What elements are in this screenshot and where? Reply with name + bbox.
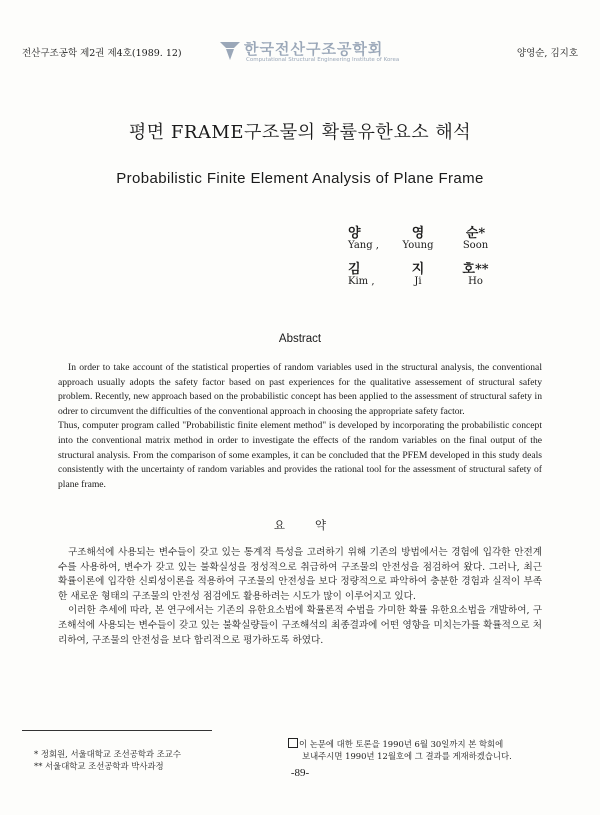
author-2-roman-part1: Kim , — [348, 276, 375, 287]
author-2-korean-part2: 지 — [411, 262, 425, 277]
affiliation-2: ** 서울대학교 조선공학과 박사과정 — [34, 761, 164, 771]
abstract-heading: Abstract — [278, 333, 322, 345]
author-2-roman-part3: Ho — [468, 276, 483, 287]
korean-summary-paragraph-1: 구조해석에 사용되는 변수들이 갖고 있는 통계적 특성을 고려하기 위해 기존의 방법에서는 경험에 입각한 안전계수를 사용하여, 변수가 갖고 있는 불확실성을 정성적으로 취급하여 구조물의 안전성을 점검하여 왔다. 그러나, 최근 확률이론에 입각한 신뢰성이론을 적용하여 구조물의 안전성을 보다 정량적으로 파악하여 충분한 경험과 실적이 부족한 새로운 형태의 구조물의 안전성 점검에도 활용하려는 시도가 많이 이루어지고 있다. — [58, 547, 542, 602]
discussion-notice-line-2: 보내주시면 1990년 12월호에 그 결과를 게재하겠습니다. — [302, 751, 512, 761]
footnote-divider — [22, 730, 212, 731]
author-block — [348, 222, 498, 294]
affiliation-1: * 정회원, 서울대학교 조선공학과 조교수 — [34, 749, 181, 759]
discussion-notice — [288, 738, 570, 762]
page-number: -89- — [290, 767, 310, 779]
checkbox-square-icon — [288, 738, 298, 748]
author-1-roman-part3: Soon — [462, 240, 489, 251]
korean-summary-heading: 요약 — [273, 518, 357, 532]
author-2-roman — [348, 276, 498, 294]
abstract-paragraph-1: In order to take account of the statistical properties of random variables used in the structural analysis, the conventional approach usually adopts the safety factor based on past experiences for the qualitative assessement of structural safety problem. Recently, new approach based on the probabilistic concept has been applied to the assessment of structural safety in odrer to circumvent the difficulties of the conventional approach in choosing the appropriate safety factor. — [58, 362, 542, 417]
title-english: Probabilistic Finite Element Analysis of Plane Frame — [116, 170, 484, 187]
author-1-korean-part1: 양 — [348, 226, 361, 241]
society-name-english: Computational Structural Engineering Institute of Korea — [246, 57, 400, 63]
abstract-body — [58, 361, 542, 492]
abstract-paragraph-2: Thus, computer program called "Probabilistic finite element method" is developed by incorporating the probabilistic concept into the conventional matrix method in order to investigate the effects of the random variables on the final output of the structural analysis. From the comparison of some examples, it can be concluded that the PFEM developed in this study deals consistently with the uncertainty of random variables and provides the rational tool for the assessment of structural safety of plane frame. — [58, 420, 542, 490]
author-1-korean — [348, 222, 498, 240]
author-2-korean-part3: 호** — [462, 262, 489, 277]
society-name: 한국전산구조공학회 — [244, 40, 384, 58]
discussion-notice-text-1: 이 논문에 대한 토론을 1990년 6월 30일까지 본 학회에 — [299, 739, 504, 749]
korean-summary-body — [58, 546, 542, 648]
author-1-korean-part3: 순* — [465, 226, 486, 241]
author-1-roman-part2: Young — [402, 240, 434, 251]
author-2-korean-part1: 김 — [348, 262, 361, 277]
running-authors: 양영순, 김지호 — [516, 48, 578, 59]
discussion-notice-line-1 — [288, 738, 570, 750]
journal-citation: 전산구조공학 제2권 제4호(1989. 12) — [22, 48, 182, 59]
author-2-roman-part2: Ji — [414, 276, 422, 287]
author-2-korean — [348, 258, 498, 276]
society-logo — [218, 38, 418, 68]
society-emblem-icon — [218, 40, 242, 62]
korean-summary-paragraph-2: 이러한 추세에 따라, 본 연구에서는 기존의 유한요소법에 확률론적 수법을 가미한 확률 유한요소법을 개발하여, 구조해석에 사용되는 변수들이 갖고 있는 불확실량들이 구조해석의 최종결과에 어떤 영향을 미치는가를 확률적으로 처리하여, 구조물의 안전성을 보다 합리적으로 평가하도록 하였다. — [58, 605, 542, 646]
title-korean: 평면 FRAME구조물의 확률유한요소 해석 — [128, 122, 472, 143]
author-1-roman-part1: Yang , — [348, 240, 379, 251]
author-1-roman — [348, 240, 498, 258]
author-1-korean-part2: 영 — [411, 226, 425, 241]
